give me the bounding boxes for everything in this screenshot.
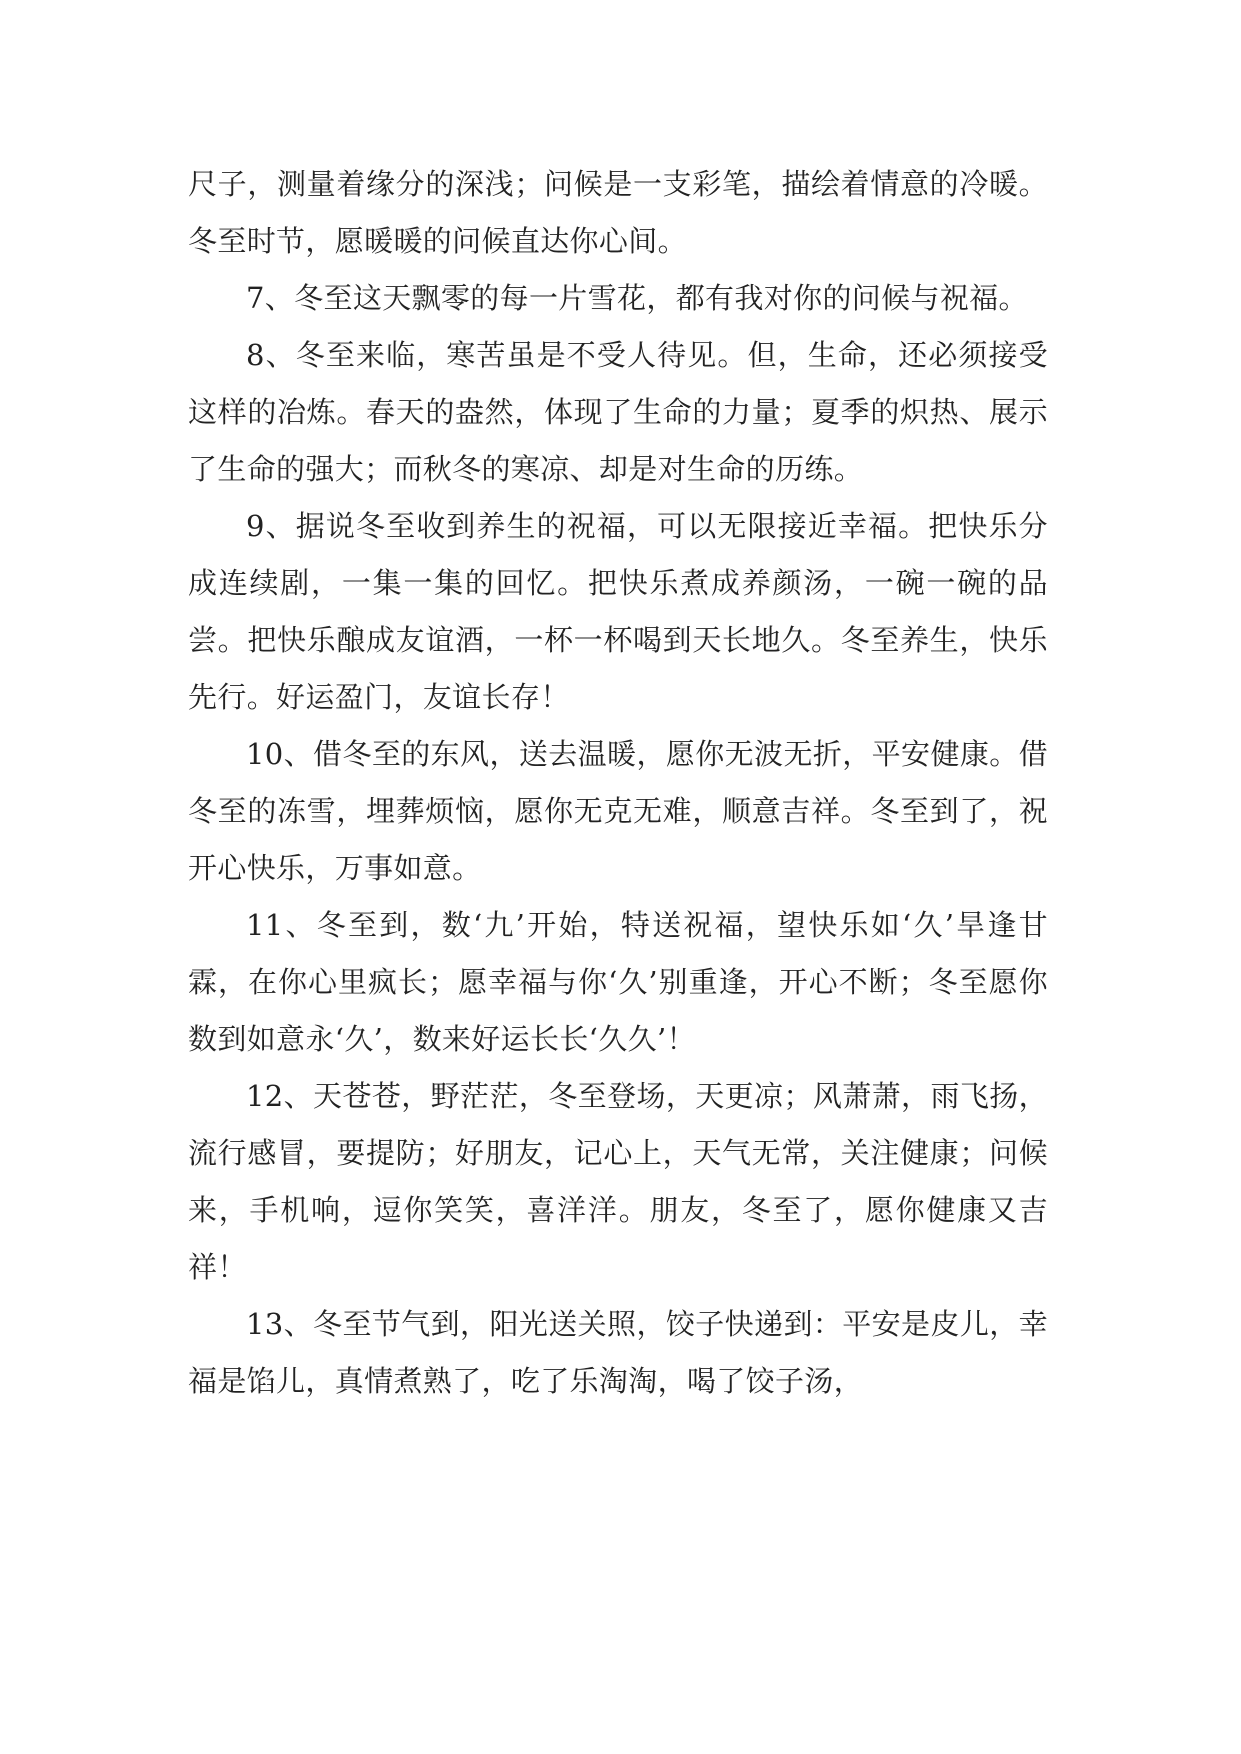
paragraph-continuation: 尺子，测量着缘分的深浅；问候是一支彩笔，描绘着情意的冷暖。冬至时节，愿暖暖的问候直达你心间。 — [188, 167, 1048, 258]
paragraph-item-13: 13、冬至节气到，阳光送关照，饺子快递到：平安是皮儿，幸福是馅儿，真情煮熟了，吃了乐淘淘，喝了饺子汤， — [188, 1307, 1048, 1398]
paragraph-item-8: 8、冬至来临，寒苦虽是不受人待见。但，生命，还必须接受这样的冶炼。春天的盎然，体现了生命的力量；夏季的炽热、展示了生命的强大；而秋冬的寒凉、却是对生命的历练。 — [188, 338, 1048, 486]
document-body — [188, 156, 1048, 1410]
paragraph-item-12: 12、天苍苍，野茫茫，冬至登场，天更凉；风萧萧，雨飞扬，流行感冒，要提防；好朋友，记心上，天气无常，关注健康；问候来，手机响，逗你笑笑，喜洋洋。朋友，冬至了，愿你健康又吉祥！ — [188, 1079, 1048, 1284]
paragraph-item-9: 9、据说冬至收到养生的祝福，可以无限接近幸福。把快乐分成连续剧，一集一集的回忆。把快乐煮成养颜汤，一碗一碗的品尝。把快乐酿成友谊酒，一杯一杯喝到天长地久。冬至养生，快乐先行。好运盈门，友谊长存！ — [188, 509, 1048, 714]
paragraph-item-7: 7、冬至这天飘零的每一片雪花，都有我对你的问候与祝福。 — [246, 281, 1028, 315]
paragraph-item-11: 11、冬至到，数‘九’开始，特送祝福，望快乐如‘久’旱逢甘霖，在你心里疯长；愿幸福与你‘久’别重逢，开心不断；冬至愿你数到如意永‘久’，数来好运长长‘久久’！ — [188, 908, 1048, 1056]
paragraph-item-10: 10、借冬至的东风，送去温暖，愿你无波无折，平安健康。借冬至的冻雪，埋葬烦恼，愿你无克无难，顺意吉祥。冬至到了，祝开心快乐，万事如意。 — [188, 737, 1048, 885]
